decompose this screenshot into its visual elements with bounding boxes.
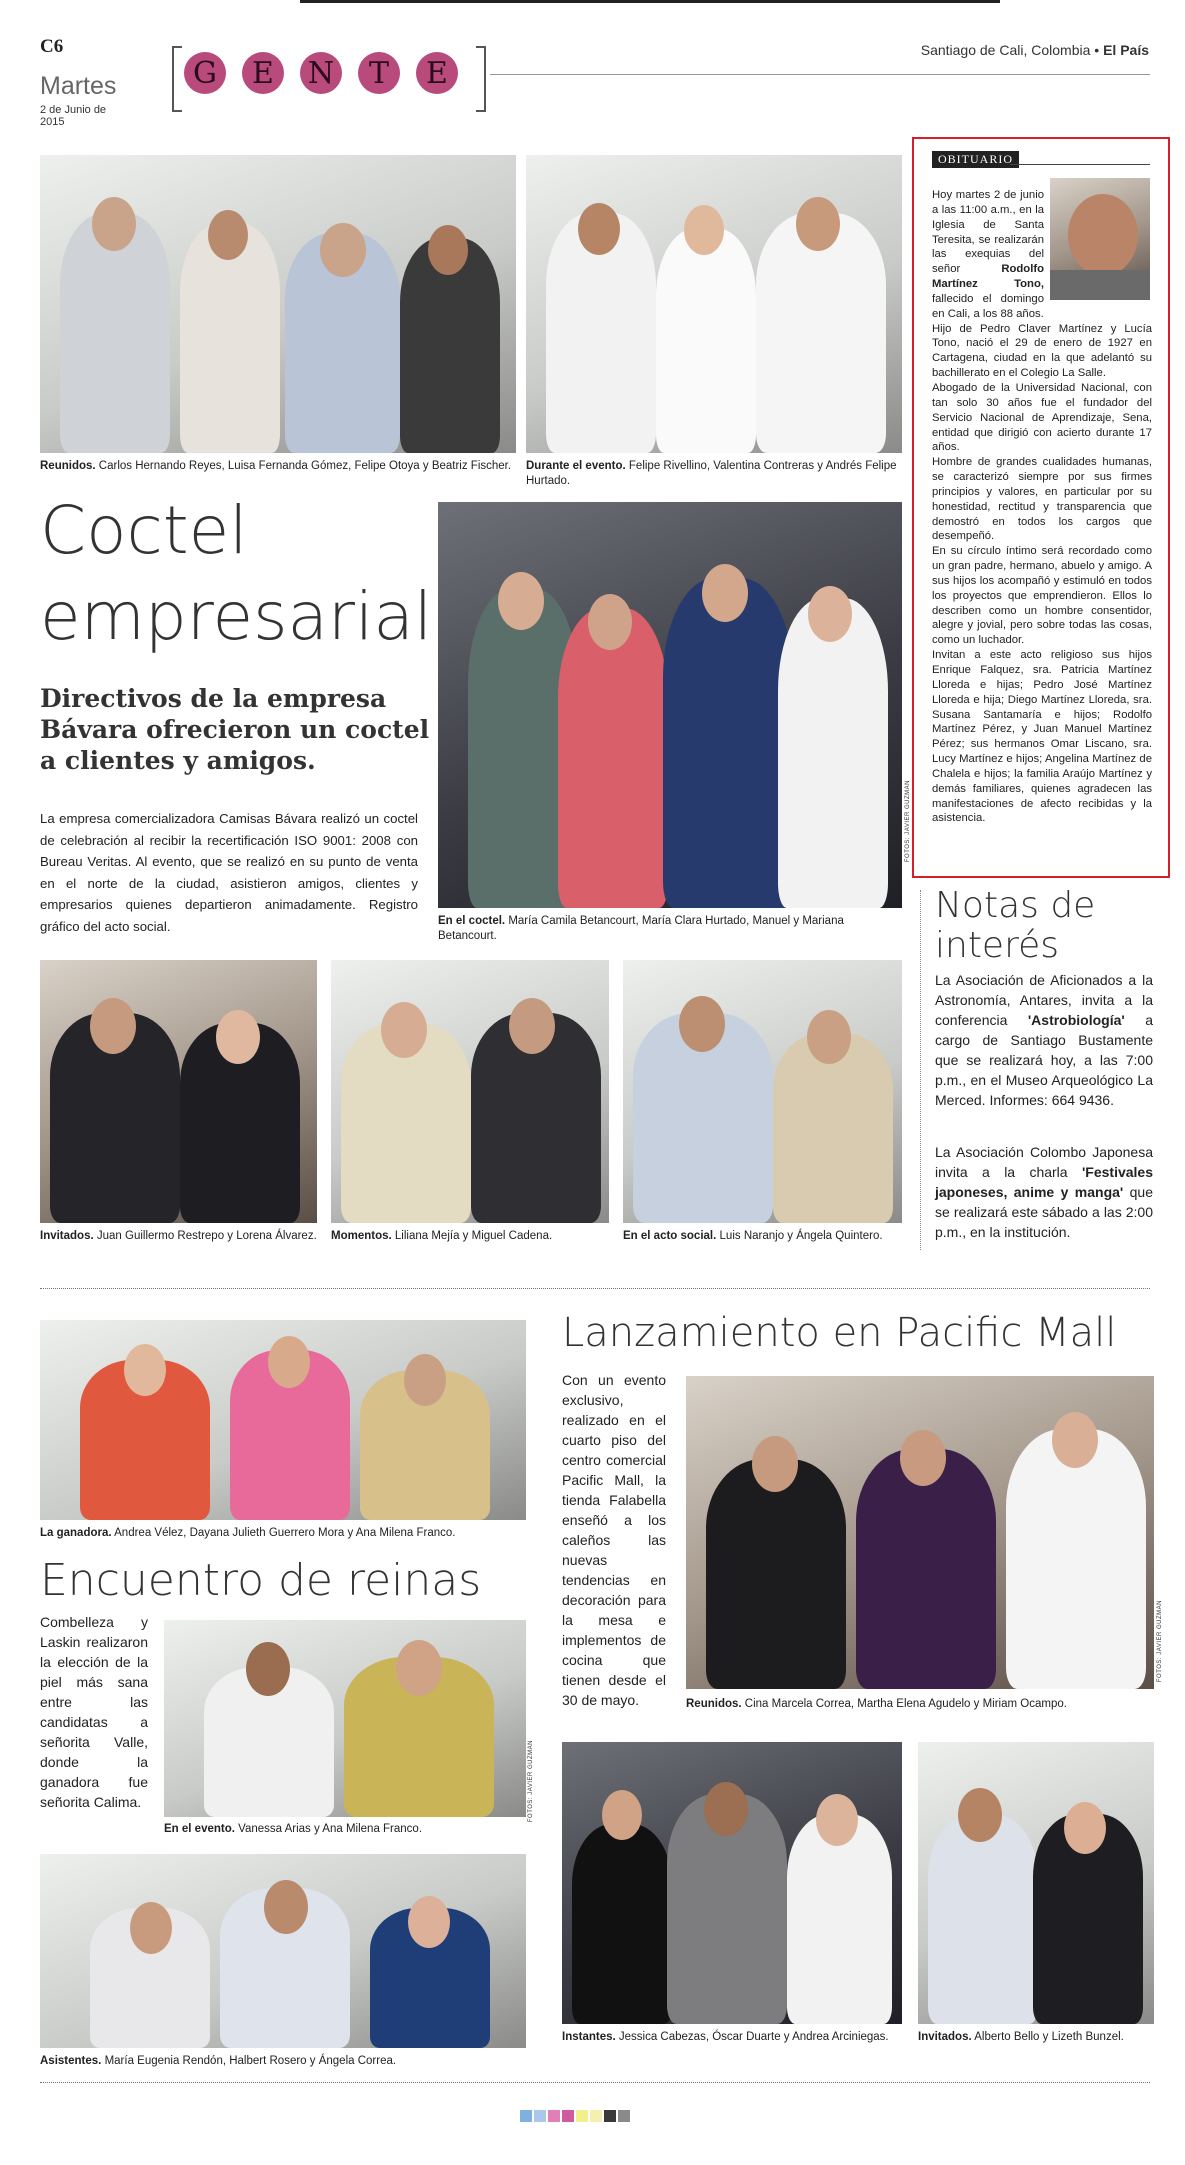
caption-text: María Camila Betancourt, María Clara Hurtado, Manuel y Mariana Betancourt. [438,915,844,942]
caption-text: María Eugenia Rendón, Halbert Rosero y Ángela Correa. [104,2055,397,2067]
caption-lead: Invitados. [40,1230,94,1242]
nota-text: que se realizará este sábado a las 2:00 p.m., en la institución. [935,1184,1153,1240]
photo-credit: FOTOS: JAVIER GUZMÁN [1157,1600,1163,1683]
photo-asistentes [40,1854,526,2048]
notas-title-line1: Notas de [935,885,1096,926]
photo-credit: FOTOS: JAVIER GUZMÁN [528,1740,534,1823]
photo-en-el-evento [164,1620,526,1817]
color-swatch [520,2110,532,2122]
photo-durante-evento [526,155,902,453]
caption-lead: Asistentes. [40,2055,102,2067]
reinas-body: Combelleza y Laskin realizaron la elección de la piel más sana entre las candidatas a señorita Valle, donde la ganadora fue señorita Calima. [40,1614,148,1810]
photo-reunidos-pacific [686,1376,1154,1689]
obituary-paragraph: Abogado de la Universidad Nacional, con tan solo 30 años fue el fundador del Servicio Nacional de Aprendizaje, Sena, entidad que dirigió con acierto durante 17 años. [932,381,1152,454]
caption-lead: En el evento. [164,1823,235,1835]
obituary-intro-end: fallecido el domingo en Cali, a los 88 años. [932,292,1044,320]
nota-text: La Asociación Colombo Japonesa invita a la charla [935,1144,1153,1180]
caption-instantes [562,2030,902,2045]
header-bracket [172,46,182,112]
caption-text: Vanessa Arias y Ana Milena Franco. [238,1823,423,1835]
coctel-title-line1: Coctel [40,492,248,569]
color-swatch [534,2110,546,2122]
caption-momentos [331,1229,609,1244]
nota-highlight: 'Festivales japoneses, anime y manga' [935,1164,1153,1200]
caption-lead: Reunidos. [40,460,96,472]
caption-lead: Durante el evento. [526,460,626,472]
caption-text: Carlos Hernando Reyes, Luisa Fernanda Gómez, Felipe Otoya y Beatriz Fischer. [98,460,512,472]
bottom-divider [40,2082,1150,2083]
caption-la-ganadora [40,1526,526,1541]
caption-en-el-coctel [438,914,902,944]
nota-text: La Asociación de Aficionados a la Astronomía, Antares, invita a la conferencia [935,972,1153,1028]
caption-asistentes [40,2054,526,2069]
photo-acto-social [623,960,902,1223]
obituary-label-rule [1010,164,1150,165]
obituary-paragraph [932,188,1044,322]
nota-festivales [935,1142,1153,1242]
caption-invitados [40,1229,317,1244]
section-letter: E [242,52,284,94]
color-swatch [562,2110,574,2122]
photo-la-ganadora [40,1320,526,1520]
caption-text: Juan Guillermo Restrepo y Lorena Álvarez. [96,1230,317,1242]
reinas-title: Encuentro de reinas [40,1555,482,1606]
caption-acto-social [623,1229,902,1244]
obituary-text [932,188,1152,826]
pacific-body: Con un evento exclusivo, realizado en el cuarto piso del centro comercial Pacific Mall, la tienda Falabella enseñó a los caleños las nuevas tendencias en decoración para la mesa e implementos de cocina que tienen desde el 30 de mayo. [562,1372,666,1708]
color-swatch [576,2110,588,2122]
obituary-deceased-name: Rodolfo Martínez Tono, [932,263,1044,291]
header-location [921,42,1149,58]
section-divider [40,1288,1150,1289]
photo-credit: FOTOS: JAVIER GUZMÁN [905,780,911,863]
section-letter: T [358,52,400,94]
header-day: Martes [40,72,117,100]
obituary-intro: Hoy martes 2 de junio a las 11:00 a.m., en la Iglesia de Santa Teresita, se realizarán las exequias del señor [932,189,1044,276]
notas-divider [920,890,922,1250]
caption-text: Cina Marcela Correa, Martha Elena Agudelo y Miriam Ocampo. [744,1698,1067,1710]
obituary-paragraph: En su círculo íntimo será recordado como un gran padre, hermano, abuelo y amigo. A sus hijos los acompañó y estimuló en todos los proyectos que emprendieron. Ellos lo describen como un hombre consentidor, alegre y jovial, pero sobre todas las cosas, como un luchador. [932,545,1152,647]
section-letter: N [300,52,342,94]
caption-en-el-evento [164,1822,526,1837]
photo-invitados-pacific [918,1742,1154,2024]
caption-lead: En el acto social. [623,1230,717,1242]
caption-lead: En el coctel. [438,915,506,927]
caption-lead: Momentos. [331,1230,392,1242]
photo-invitados [40,960,317,1223]
photo-en-el-coctel [438,502,902,908]
caption-durante-evento [526,459,902,489]
caption-text: Andrea Vélez, Dayana Julieth Guerrero Mora y Ana Milena Franco. [114,1527,456,1539]
photo-instantes [562,1742,902,2024]
coctel-body: La empresa comercializadora Camisas Bávara realizó un coctel de celebración al recibir la recertificación ISO 9001: 2008 con Bureau Veritas. Al evento, que se realizó en su punto de venta en el norte de la ciudad, asistieron amigos, clientes y empresarios quienes departieron animadamente. Registro gráfico del acto social. [40,811,418,934]
caption-lead: Instantes. [562,2031,616,2043]
caption-reunidos-pacific [686,1697,1154,1712]
section-letter: E [416,52,458,94]
color-swatch [590,2110,602,2122]
notas-title-line2: interés [935,925,1059,966]
photo-reunidos [40,155,516,453]
obituary-paragraph: Hombre de grandes cualidades humanas, se caracterizó siempre por sus firmes principios y valores, en particular por su honestidad, rectitud y transparencia que demostró en todos los cargos que desempeñó. [932,456,1152,543]
obituary-paragraph: Invitan a este acto religioso sus hijos Enrique Falquez, sra. Patricia Martínez Lloreda e hijas; Pedro José Martínez Lloreda e hija; Diego Martínez Lloreda, sra. Susana Santamaría e hijos; Rodolfo Martínez Pérez, y Juan Manuel Martínez Pérez; sus hermanos Omar Liscano, sra. Lucy Martínez e hijos; Angelina Martínez de Chalela e hijos; la familia Araújo Martínez y demás familiares, quienes agradecen las manifestaciones de afecto recibidas y la asistencia. [932,649,1152,825]
top-border [300,0,1000,3]
obituary-label: OBITUARIO [932,151,1019,168]
caption-reunidos [40,459,516,474]
pacific-title: Lanzamiento en Pacific Mall [562,1310,1117,1356]
caption-text: Felipe Rivellino, Valentina Contreras y Andrés Felipe Hurtado. [526,460,897,487]
paper-name: El País [1103,42,1149,58]
location-text: Santiago de Cali, Colombia [920,42,1091,58]
bullet-icon: • [1094,42,1100,58]
caption-text: Jessica Cabezas, Óscar Duarte y Andrea Arciniegas. [618,2031,889,2043]
coctel-title-line2: empresarial [40,578,433,655]
color-swatch [618,2110,630,2122]
obituary-paragraph: Hijo de Pedro Claver Martínez y Lucía Tono, nació el 29 de enero de 1927 en Cartagena, ciudad en la que adelantó su bachillerato en el Colegio La Salle. [932,322,1152,380]
header-bracket-right [476,46,486,112]
caption-lead: La ganadora. [40,1527,112,1539]
nota-text: a cargo de Santiago Bustamente que se realizará hoy, a las 7:00 p.m., en el Museo Arqueológico La Merced. Informes: 664 9436. [935,1012,1153,1108]
photo-momentos [331,960,609,1223]
caption-lead: Reunidos. [686,1698,742,1710]
coctel-deck: Directivos de la empresa Bávara ofrecieron un coctel a clientes y amigos. [40,684,430,775]
caption-lead: Invitados. [918,2031,972,2043]
section-letter: G [184,52,226,94]
color-swatch [548,2110,560,2122]
caption-text: Liliana Mejía y Miguel Cadena. [394,1230,553,1242]
header-rule [490,74,1150,75]
caption-invitados-pacific [918,2030,1154,2045]
nota-highlight: 'Astrobiología' [1027,1012,1125,1028]
color-swatch [604,2110,616,2122]
caption-text: Alberto Bello y Lizeth Bunzel. [974,2031,1124,2043]
header-date: 2 de Junio de 2015 [40,104,107,128]
nota-astrobiologia [935,970,1153,1110]
page-number: C6 [40,36,64,57]
caption-text: Luis Naranjo y Ángela Quintero. [719,1230,883,1242]
